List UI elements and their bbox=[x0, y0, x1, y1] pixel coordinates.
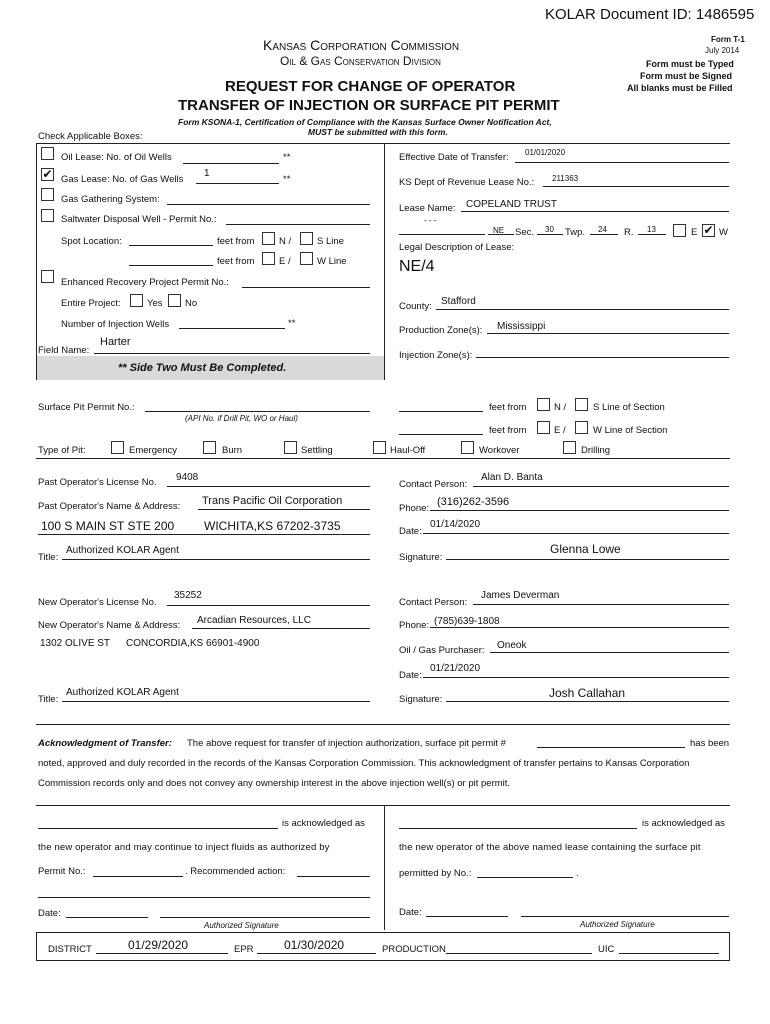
pit-burn-label: Burn bbox=[222, 445, 243, 456]
entire-project-label: Entire Project: bbox=[61, 298, 121, 309]
range-e-checkbox[interactable] bbox=[673, 224, 686, 237]
ks-lease-label: KS Dept of Revenue Lease No.: bbox=[399, 177, 535, 188]
subtitle-1: Form KSONA-1, Certification of Compliance with the Kansas Surface Owner Notification Act, bbox=[178, 117, 552, 127]
pit-s-checkbox[interactable] bbox=[575, 398, 588, 411]
new-phone-label: Phone: bbox=[399, 620, 430, 631]
pit-n-label: N / bbox=[554, 402, 567, 413]
past-date-label: Date: bbox=[399, 526, 422, 537]
past-phone-label: Phone: bbox=[399, 503, 430, 514]
left-auth-signature: Authorized Signature bbox=[204, 921, 279, 930]
quarter-value: NE bbox=[493, 226, 505, 235]
pit-burn-checkbox[interactable] bbox=[203, 441, 216, 454]
new-license-value: 35252 bbox=[174, 590, 202, 601]
eor-checkbox[interactable] bbox=[41, 270, 54, 283]
right-new-operator-line: the new operator of the above named lease containing the surface pit bbox=[399, 842, 701, 853]
ack-line-2: noted, approved and duly recorded in the records of the Kansas Corporation Commission. This acknowledgment of transfer pertains to Kansas Corporation bbox=[38, 758, 690, 769]
field-name-label: Field Name: bbox=[38, 345, 90, 356]
pit-feet-from-2: feet from bbox=[489, 425, 527, 436]
gas-gathering-checkbox[interactable] bbox=[41, 188, 54, 201]
twp-label: Twp. bbox=[565, 227, 586, 238]
document-id: KOLAR Document ID: 1486595 bbox=[545, 6, 755, 23]
past-license-value: 9408 bbox=[176, 472, 199, 483]
right-period: . bbox=[576, 868, 579, 879]
gas-lease-label: Gas Lease: No. of Gas Wells bbox=[61, 174, 184, 185]
entire-no-label: No bbox=[185, 298, 198, 309]
spot-location-label: Spot Location: bbox=[61, 236, 122, 247]
range-label: R. bbox=[624, 227, 634, 238]
entire-yes-checkbox[interactable] bbox=[130, 294, 143, 307]
left-new-operator-line: the new operator and may continue to inject fluids as authorized by bbox=[38, 842, 330, 853]
new-date-value: 01/21/2020 bbox=[430, 663, 481, 674]
sec-label: Sec. bbox=[515, 227, 535, 238]
left-recommended-label: . Recommended action: bbox=[185, 866, 286, 877]
entire-no-checkbox[interactable] bbox=[168, 294, 181, 307]
production-label: PRODUCTION bbox=[382, 944, 446, 955]
pit-permit-hint: (API No. if Drill Pit, WO or Haul) bbox=[185, 414, 298, 423]
past-address-value: 100 S MAIN ST STE 200 bbox=[41, 519, 175, 533]
left-date-label: Date: bbox=[38, 908, 61, 919]
new-address-value: 1302 OLIVE ST bbox=[40, 638, 111, 649]
new-title-value: Authorized KOLAR Agent bbox=[66, 687, 179, 698]
right-auth-signature: Authorized Signature bbox=[580, 920, 655, 929]
legal-desc-label: Legal Description of Lease: bbox=[399, 242, 515, 253]
new-signature-label: Signature: bbox=[399, 694, 443, 705]
right-is-ack: is acknowledged as bbox=[642, 818, 725, 829]
effective-date-value: 01/01/2020 bbox=[525, 148, 566, 157]
pit-n-checkbox[interactable] bbox=[537, 398, 550, 411]
new-signature-value: Josh Callahan bbox=[549, 686, 626, 700]
sec-value: 30 bbox=[545, 225, 554, 234]
new-contact-label: Contact Person: bbox=[399, 597, 468, 608]
left-permit-label: Permit No.: bbox=[38, 866, 86, 877]
past-license-label: Past Operator's License No. bbox=[38, 477, 157, 488]
new-contact-value: James Deverman bbox=[481, 590, 560, 601]
left-is-ack: is acknowledged as bbox=[282, 818, 365, 829]
twp-value: 24 bbox=[598, 225, 607, 234]
spot-n-label: N / bbox=[279, 236, 292, 247]
new-title-label: Title: bbox=[38, 694, 59, 705]
spot-feet-from-1: feet from bbox=[217, 236, 255, 247]
swd-checkbox[interactable] bbox=[41, 209, 54, 222]
new-purchaser-value: Oneok bbox=[497, 640, 527, 651]
spot-w-checkbox[interactable] bbox=[300, 252, 313, 265]
oil-lease-checkbox[interactable] bbox=[41, 147, 54, 160]
note-signed: Form must be Signed bbox=[640, 71, 733, 81]
gas-lease-checkbox[interactable]: ✔ bbox=[42, 167, 53, 181]
pit-haul-off-label: Haul-Off bbox=[390, 445, 426, 456]
pit-settling-label: Settling bbox=[301, 445, 333, 456]
pit-s-label: S Line of Section bbox=[593, 402, 665, 413]
note-typed: Form must be Typed bbox=[646, 59, 734, 69]
pit-w-checkbox[interactable] bbox=[575, 421, 588, 434]
range-w-checkbox[interactable]: ✔ bbox=[703, 223, 714, 237]
spot-e-label: E / bbox=[279, 256, 291, 267]
past-contact-value: Alan D. Banta bbox=[481, 472, 543, 483]
oil-lease-label: Oil Lease: No. of Oil Wells bbox=[61, 152, 172, 163]
entire-yes-label: Yes bbox=[147, 298, 163, 309]
eor-label: Enhanced Recovery Project Permit No.: bbox=[61, 277, 229, 288]
pit-emergency-checkbox[interactable] bbox=[111, 441, 124, 454]
past-title-label: Title: bbox=[38, 552, 59, 563]
gas-gathering-label: Gas Gathering System: bbox=[61, 194, 160, 205]
right-date-label: Date: bbox=[399, 907, 422, 918]
form-number: Form T-1 bbox=[711, 35, 745, 44]
production-zone-label: Production Zone(s): bbox=[399, 325, 483, 336]
field-name-value: Harter bbox=[100, 336, 131, 348]
past-title-value: Authorized KOLAR Agent bbox=[66, 545, 179, 556]
spot-e-checkbox[interactable] bbox=[262, 252, 275, 265]
ack-has-been: has been bbox=[690, 738, 730, 749]
past-name-value: Trans Pacific Oil Corporation bbox=[202, 495, 343, 507]
injection-zone-label: Injection Zone(s): bbox=[399, 350, 473, 361]
agency-name: Kansas Corporation Commission bbox=[263, 37, 460, 53]
inj-stars: ** bbox=[288, 318, 296, 329]
spot-n-checkbox[interactable] bbox=[262, 232, 275, 245]
legal-dashes: - - - bbox=[424, 216, 437, 225]
past-signature-value: Glenna Lowe bbox=[550, 542, 621, 556]
pit-w-label: W Line of Section bbox=[593, 425, 668, 436]
spot-s-checkbox[interactable] bbox=[300, 232, 313, 245]
uic-label: UIC bbox=[598, 944, 615, 955]
county-label: County: bbox=[399, 301, 432, 312]
form-title-1: REQUEST FOR CHANGE OF OPERATOR bbox=[225, 78, 516, 95]
district-label: DISTRICT bbox=[48, 944, 92, 955]
pit-emergency-label: Emergency bbox=[129, 445, 178, 456]
form-date: July 2014 bbox=[705, 46, 740, 55]
spot-w-label: W Line bbox=[317, 256, 347, 267]
pit-e-checkbox[interactable] bbox=[537, 421, 550, 434]
new-name-value: Arcadian Resources, LLC bbox=[197, 615, 311, 626]
range-w-label: W bbox=[719, 227, 728, 238]
range-e-label: E bbox=[691, 227, 698, 238]
gas-stars: ** bbox=[283, 174, 291, 185]
oil-stars: ** bbox=[283, 152, 291, 163]
spot-s-label: S Line bbox=[317, 236, 344, 247]
production-zone-value: Mississippi bbox=[497, 321, 546, 332]
new-date-label: Date: bbox=[399, 670, 422, 681]
new-phone-value: (785)639-1808 bbox=[434, 616, 500, 627]
new-name-label: New Operator's Name & Address: bbox=[38, 620, 181, 631]
spot-feet-from-2: feet from bbox=[217, 256, 255, 267]
new-license-label: New Operator's License No. bbox=[38, 597, 157, 608]
pit-permit-label: Surface Pit Permit No.: bbox=[38, 402, 135, 413]
right-permitted-label: permitted by No.: bbox=[399, 868, 472, 879]
note-filled: All blanks must be Filled bbox=[627, 83, 733, 93]
past-name-label: Past Operator's Name & Address: bbox=[38, 501, 181, 512]
epr-label: EPR bbox=[234, 944, 254, 955]
pit-haul-off-checkbox[interactable] bbox=[373, 441, 386, 454]
legal-desc-value: NE/4 bbox=[399, 258, 435, 275]
ack-line-1: The above request for transfer of injection authorization, surface pit permit # bbox=[187, 738, 506, 749]
lease-name-value: COPELAND TRUST bbox=[466, 199, 557, 210]
division-name: Oil & Gas Conservation Division bbox=[280, 54, 441, 68]
past-contact-label: Contact Person: bbox=[399, 479, 468, 490]
range-value: 13 bbox=[647, 225, 656, 234]
past-phone-value: (316)262-3596 bbox=[437, 496, 510, 508]
form-title-2: TRANSFER OF INJECTION OR SURFACE PIT PERMIT bbox=[178, 97, 560, 114]
pit-settling-checkbox[interactable] bbox=[284, 441, 297, 454]
ks-lease-value: 211363 bbox=[552, 174, 579, 183]
district-date-value: 01/29/2020 bbox=[128, 938, 189, 952]
pit-workover-label: Workover bbox=[479, 445, 520, 456]
past-date-value: 01/14/2020 bbox=[430, 519, 481, 530]
pit-feet-from-1: feet from bbox=[489, 402, 527, 413]
gas-wells-value: 1 bbox=[204, 168, 210, 179]
pit-e-label: E / bbox=[554, 425, 566, 436]
pit-drilling-checkbox[interactable] bbox=[563, 441, 576, 454]
pit-workover-checkbox[interactable] bbox=[461, 441, 474, 454]
swd-label: Saltwater Disposal Well - Permit No.: bbox=[61, 214, 217, 225]
ack-lead: Acknowledgment of Transfer: bbox=[38, 738, 172, 749]
subtitle-2: MUST be submitted with this form. bbox=[308, 127, 448, 137]
epr-date-value: 01/30/2020 bbox=[284, 938, 345, 952]
check-boxes-label: Check Applicable Boxes: bbox=[38, 131, 143, 142]
new-city-value: CONCORDIA,KS 66901-4900 bbox=[126, 638, 260, 649]
new-purchaser-label: Oil / Gas Purchaser: bbox=[399, 645, 485, 656]
lease-name-label: Lease Name: bbox=[399, 203, 456, 214]
pit-drilling-label: Drilling bbox=[581, 445, 611, 456]
effective-date-label: Effective Date of Transfer: bbox=[399, 152, 509, 163]
pit-type-label: Type of Pit: bbox=[38, 445, 86, 456]
ack-line-3: Commission records only and does not convey any ownership interest in the above injection well(s) or pit permit. bbox=[38, 778, 511, 789]
past-signature-label: Signature: bbox=[399, 552, 443, 563]
county-value: Stafford bbox=[441, 296, 476, 307]
side-two-text: ** Side Two Must Be Completed. bbox=[118, 362, 287, 374]
num-injection-label: Number of Injection Wells bbox=[61, 319, 170, 330]
past-city-value: WICHITA,KS 67202-3735 bbox=[204, 519, 341, 533]
